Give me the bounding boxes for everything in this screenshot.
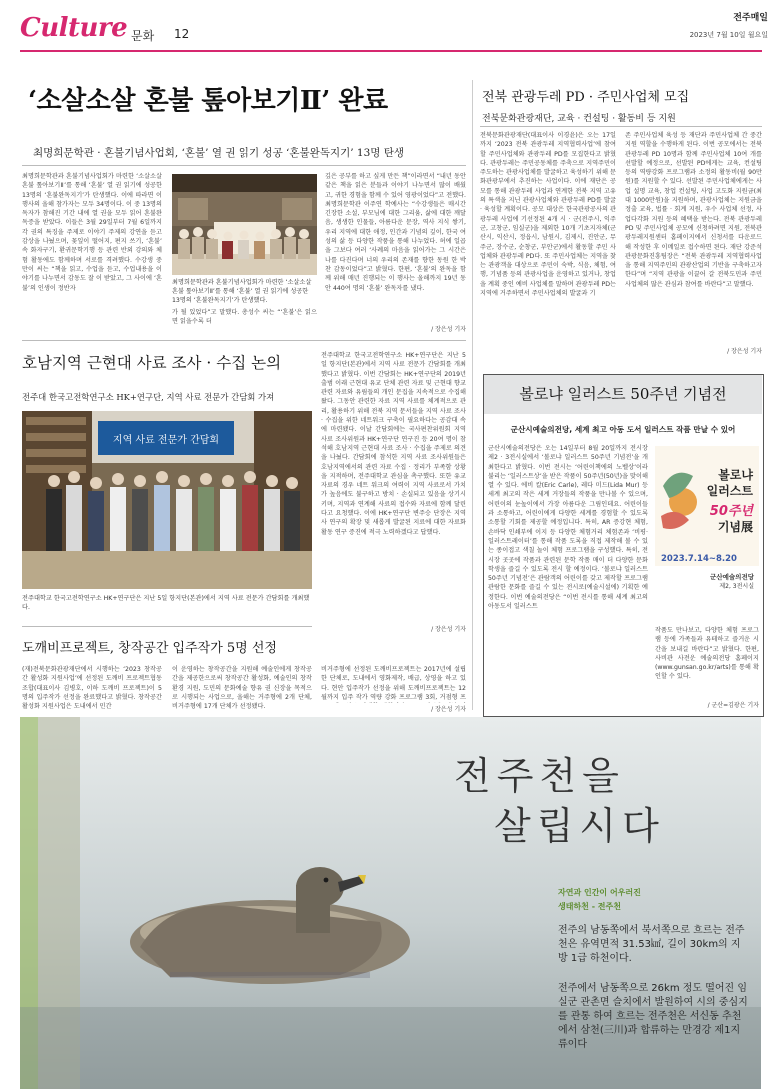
article4-col3: 비거주형에 선정된 도깨비프로젝트는 2017년에 설립한 단체로, 도내에서 영화제작, 배급, 상영을 하고 있다. 현안 입주작가 선정을 위해 도깨비프로젝트는 12월까지 입주 작가 역량 강화 프로그램 3회, 거점형 프 xyxy=(321,666,466,701)
feature-title-line2: 살립시다 xyxy=(494,804,665,848)
article3-headline: 호남지역 근현대 사료 조사 · 수집 논의 xyxy=(22,354,282,372)
article4-byline: / 장은성 기자 xyxy=(431,706,466,713)
feature-panel xyxy=(20,717,761,1089)
festival-poster xyxy=(655,446,759,619)
article4-col1: (재)전북문화관광재단에서 시행하는 ‘2023 창작공간 활성화 지원사업’에 선정된 도깨비 프로젝트협동조합(대표이사 김병호, 이하 도깨비 프로젝트)이 5명의 입주작가 선정을 완료했다고 밝혔다. 창작공간 활성화 지원사업은 도내에서 민간 xyxy=(22,666,162,711)
poster-dates: 2023.7.14~8.20 xyxy=(661,554,737,564)
article2-col1: 전북문화관광재단(대표이사 이경윤)은 오는 17일까지 ‘2023 전북 관광두레 지역협력사업’에 참여할 주민사업체와 관광두레 PD를 모집한다고 밝혔다. 관광두레는 주민공동체를 주축으로 지역주민이 주도하는 관광사업체를 발굴하고 육성하기 위해 문화관광부에서 추진하는 사업이다. 이에 재단은 공모를 통해 관광두레 사업과 연계한 전북 지역 고유의 특색을 지닌 관광사업체와 관광두레 PD를 발굴 · 육성할 계획이다. 공모 대상은 한국관광공사의 관광두레 사업에 기선정된 4개 시 · 군(전주시, 익주군, 고창군, 임실군)을 제외한 10개 기초지자체(군산시, 익산시, 정읍시, 남원시, 김제시, 진안군, 무주군, 장수군, 순창군, 부안군)에서 활동할 주민 사업체와 관광두레 PD다. 또 주민사업체는 지역을 찾는 관광객을 대상으로 주민이 숙박, 식음, 체험, 여행, 기념품 등의 관광사업을 운영하고 있거나, 창업을 계획 중인 예비 사업체를 말하며 관광두레 PD는 지역에 거주하면서 주민사업체의 발굴과 기 xyxy=(480,132,616,298)
section-name: 문화 xyxy=(131,29,155,43)
section-logo: Culture xyxy=(20,13,128,43)
article4-headline: 도깨비프로젝트, 창작공간 입주작가 5명 선정 xyxy=(22,641,277,656)
feature-tag1: 자연과 인간이 어우러진 xyxy=(558,888,641,897)
article1-rule xyxy=(22,165,466,166)
page-number: 12 xyxy=(174,27,190,41)
poster-title-line4: 기념展 xyxy=(717,520,753,534)
article1-col2: 가 될 있었다”고 말했다. 총성수 씨는 “‘혼불’은 읽으면 읽을수록 더 xyxy=(172,309,317,326)
poster-venue: 군산예술의전당 xyxy=(710,573,754,581)
article3-photo-caption: 전주대학교 한국고전학연구소 HK+연구단은 지난 5일 항지단(본관)에서 지역 사료 전문가 간담회를 개최했다. xyxy=(22,595,310,611)
poster-title-line3: 50주년 xyxy=(709,504,753,519)
article3-subhead: 전주대 한국고전학연구소 HK+연구단, 지역 사료 전문가 간담회 가져 xyxy=(22,392,275,402)
article3-photo xyxy=(22,411,312,589)
article5-headline: 볼로냐 일러스트 50주년 기념전 xyxy=(519,385,727,403)
article1-byline: / 장은성 기자 xyxy=(431,326,466,333)
article5-subhead: 군산시예술의전당, 세계 최고 아동 도서 일러스트 작품 만날 수 있어 xyxy=(510,425,736,434)
article2-rule xyxy=(480,126,762,127)
poster-title-line2: 일러스트 xyxy=(706,484,753,498)
article3-body: 전주대학교 한국고전학연구소 HK+연구단은 지난 5일 항지단(본관)에서 지역 사료 전문가 간담회를 개최했다고 밝혔다. 이번 간담회는 HK+연구단의 2019년 출범 이래 근현대 유교 단체 관련 자료 및 근현대 향교 관련 자료와 유림들의 개인 문집을 지속적으로 수집해 왔다. 그동안 관련한 자료 지역 사료를 체계적으로 관리, 활용하기 위해 전북 지역 문서들을 지역 사료 조사 · 수집을 위한 네트워크 구축이 필요하다는 공감대 속에 마련됐다. 이날 간담회에는 국사편찬위원회 지역 사료 조사위원과 HK+연구단 연구진 등 20여 명이 참석해 호남지역 근현대 사료 조사 · 수집을 주제로 의견을 나눴다. 간담회에 참석한 지역 사료 조사위원들은 호남지역에서의 관련 자료 수집 · 정리가 부족함 상황을 지적하며, 전주대학교 관심을 촉구했다. 또한 유교 자료의 경우 네트 워크의 여력이 지역 사료로서 가치가 높음에도 불구하고 방치 · 손실되고 있음을 상기시키며, 지역과 연계해 사료의 접수와 자료에 함께 달린다고 요청했다. 이에 HK+연구단 변주승 단장은 지역사 연구의 확장 및 새롭게 발굴된 지료에 대한 자료화 활동 연구 증진에 적극 노력하겠다고 답했다. xyxy=(321,352,466,536)
issue-date: 2023년 7월 10일 월요일 xyxy=(689,31,768,39)
article4-top-rule xyxy=(22,626,312,627)
article1-col3: 깊은 공부를 하고 싶게 만든 책”이라면서 “내년 동안 같은 책을 읽은 분들과 이야기 나누면서 많이 배웠고, 귀한 경험을 함께 수 있어 영광이었다”고 전했다. 최명희문학관 이주연 학예사는 “수강생들은 매시간 긴장한 소설, 부모님에 대한 그리움, 삶에 대한 깨달음, 생생한 인물들, 아름다운 문장, 역사 지식 쌓기, 우리 지역에 대한 애정, 인간과 기념의 깊이, 한국 여성의 삶 등 다양한 작품을 통해 나누었다. 허에 일곱을 그보다 여러 ‘사례의 마음을 읽어가는 그 시간은 나를 다진다며 너의 우리의 존재를 향한 동원 한 박찬 감동이었다”고 밝혔다. 한편, ‘혼불’의 완독을 함께 위해 매년 진행되는 이 행사는 올해까지 19년 동안 440여 명의 ‘혼불’ 완독자를 냈다. xyxy=(325,173,466,292)
article5-byline: / 군산=김광은 기자 xyxy=(707,702,759,709)
poster-title-line1: 볼로냐 xyxy=(718,468,753,482)
article2-col2: 존 주민사업체 육성 등 재단과 주민사업체 간 중간 지원 역할을 수행하게 된다. 이번 공모에서는 전북 관광두레 PD 10명과 함께 주민사업체 10여 개를 선발할 예정으로, 선발된 PD에게는 교육, 컨설팅 등의 역량강화 프로그램과 소정의 활동비(월 90만원)를 지원할 수 있다. 선발된 주민사업체에게는 사업 설명 교육, 창업 컨설팅, 사업 고도화 지원금(최대 1000만원)을 지원하며, 관광사업체는 지원금을 정출 교육, 법률 · 회계 지원, 우수 사업체 선정, 사업다각화 지원 등의 혜택을 받는다. 전북 관광두레 PD 및 주민사업체 공모에 신청하려면 지원, 전북관광두레지원센터 홈페이지에서 신청서를 다운로드해 작성한 후 이메일로 접수하면 된다. 재단 강준석 관광문화진흥팀장은 “전북 관광두레 지역협력사업을 통해 지역주민의 관광산업의 기반을 구축하고자 한다”며 “지역 관광을 이끌어 갈 전북도민과 주민사업체의 많은 관심과 참여를 바란다”고 말했다. xyxy=(625,132,762,288)
feature-title-line1: 전주천을 xyxy=(454,754,625,798)
article3-top-rule xyxy=(22,340,466,341)
article5-col1: 군산시예술의전당은 오는 14일부터 8월 20일까지 전시장 제2 · 3전시실에서 ‘볼로냐 일러스트 50주년 기념전’을 개최한다고 밝혔다. 이번 전시는 ‘어린이책에의 노벨상’이라 불리는 ‘일러스트상’을 받은 작품이 50주년(50년)을 맞이해 열 수 있다. 에비 칼(Eric Carle), 레다 미드(Lida Mur) 등 세계 최고의 작은 세계 거장들의 작품을 만나볼 수 있으며, 어린이의 눈높이에서 가장 아름다운 그림인데요. 어린이들과 소통하고, 어린이에게 다양한 세계를 경험할 수 있도록 소통할 기회를 제공할 예정입니다. 특히, AR 증강현 체험, 손바닥 인쇄부에 이지 등 다양한 체험거리 체험존과 ‘비평·일러스트레이터’를 통해 작품 도록을 직접 제작해 볼 수 있는 종이접고 색칠 놀이 체험 프로그램을 구성했다. 특히, 전시장 곳곳에 작품과 관련된 문학 작품 매이 더 다양한 문화학생을 즐길 수 있도록 전시 할 예정이다. ‘볼로냐 일러스트 50주년 기념전’은 관람객의 어린이를 갖고 제작할 프로그램 관람한 문화를 즐길 수 있는 전시로(예술시설에) 기획한 예정한다. 이번 예술의전당은 “이번 전시를 통해 세계 최고의 아동도서 일러스트 xyxy=(488,445,648,611)
article2-byline: / 장은성 기자 xyxy=(727,348,762,355)
poster-rooms: 제2, 3전시실 xyxy=(719,583,754,590)
feature-para1: 전주의 남동쪽에서 북서쪽으로 흐르는 전주천은 유역면적 31.53㎢, 길이 30km의 지방 1급 하천이다. xyxy=(558,925,745,964)
feature-para2: 전주에서 남동쪽으로 26km 정도 떨어진 임실군 관촌면 슬치에서 발원하여 시의 중심지를 관통 하여 흐르는 전주천은 서신동 추천에서 삼천(三川)과 합류하는 만경강 제1지류이다 xyxy=(558,983,748,1050)
article3-banner-text: 지역 사료 전문가 간담회 xyxy=(112,435,220,446)
column-divider xyxy=(472,80,473,710)
article4-col2: 이 운영하는 창작공간을 지원해 예술인에게 창작공간을 제공한으로써 창작공간 활성화, 예술인의 창작환경 지원, 도민의 문화예술 향유 권 신장을 목적으로 시행되는 사업으로, 올해는 거주형에 2개 단체, 비거주형에 17개 단체가 선정됐다. xyxy=(172,666,312,711)
article2-subhead: 전북문화관광재단, 교육 · 컨설팅 · 활동비 등 지원 xyxy=(482,114,676,124)
article1-photo xyxy=(172,174,317,275)
article5-col2: 작품도 만나보고, 다양한 체험 프로그램 등에 가족들과 유테하고 즐거운 시간을 보내길 바란다”고 밝혔다. 한편, 사비관 사전운 예술의전당 홈페이지(www.gunsan.go.kr/arts)를 통해 확인할 수 있다. xyxy=(655,627,759,681)
header-rule xyxy=(20,50,762,52)
article1-col1: 최명희문학관과 혼불기념사업회가 마련한 ‘소살소살 혼불 톺아보기Ⅱ’를 통해 ‘혼불’ 열 권 읽기에 성공한 13명의 ‘혼불완독지기’가 탄생했다. 이에 따라면 이 행사의 올해 참가자는 모두 34명이다. 이 중 13명의 독자가 참해진 기간 내에 열 권을 모두 읽어 혼불완독증을 받았다. 이들은 3월 29일부터 7월 6일까지 각 권의 특징을 주제로 이야기 주제의 강연을 듣고 감상을 나눴으며, 꽃잎이 떨어지, 편지 쓰기, ‘혼불’ 속 화자구기, 환귀문학기행 등 관련 반외 강의와 체험 활동에도 함께하며 서로를 격려했다. 수강생 중 만이 씨는 “책을 읽고, 수업을 듣고, 수업내용을 이야기를 나누면서 감동도 잘 이 받았고, 그 사이에 ‘혼불’의 인생이 정반자 xyxy=(22,173,162,292)
feature-tag2: 생태하천 - 전주천 xyxy=(558,902,621,911)
article2-headline: 전북 관광두레 PD · 주민사업체 모집 xyxy=(482,90,690,105)
article1-photo-caption: 최명희문학관과 혼불기념사업회가 마련한 ‘소살소살 혼불 톺아보기Ⅱ’를 통해 ‘혼불’ 열 권 읽기에 성공한 13명의 ‘혼불완독지기’가 탄생했다. xyxy=(172,279,312,304)
article1-headline: ‘소살소살 혼불 톺아보기Ⅱ’ 완료 xyxy=(28,86,388,116)
article3-byline: / 장은성 기자 xyxy=(431,626,466,633)
article1-subhead: 최명희문학관 · 혼불기념사업회, ‘혼불’ 열 권 읽기 성공 ‘혼불완독지기’ 13명 탄생 xyxy=(33,147,405,159)
newspaper-name: 전주매일 xyxy=(733,13,768,23)
